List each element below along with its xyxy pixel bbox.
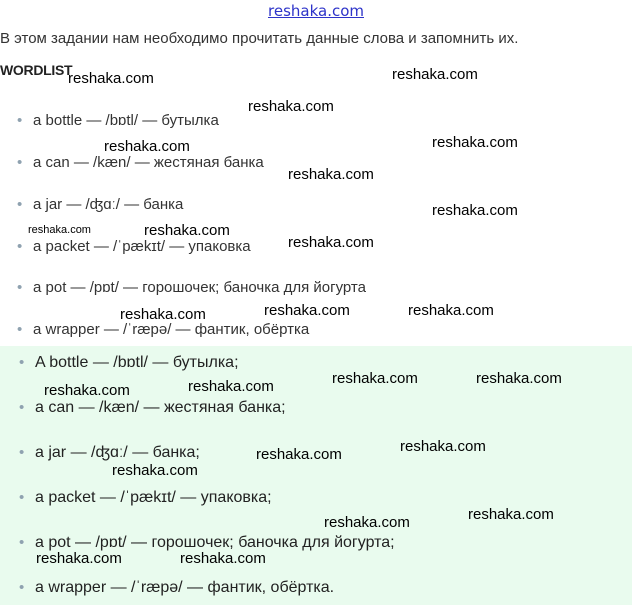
list-item-text: a jar — /ʤɑː/ — банка; xyxy=(35,444,200,461)
bullet-icon: • xyxy=(19,354,25,371)
watermark: reshaka.com xyxy=(476,370,562,387)
watermark: reshaka.com xyxy=(188,378,274,395)
list-item-text: a pot — /pɒt/ — горошочек; баночка для йогурта xyxy=(33,279,366,296)
watermark: reshaka.com xyxy=(144,222,230,239)
bullet-icon: • xyxy=(17,112,23,129)
watermark: reshaka.com xyxy=(264,302,350,319)
wordlist-heading: WORDLIST xyxy=(0,62,73,78)
list-item-text: a pot — /pɒt/ — горошочек; баночка для йогурта; xyxy=(35,534,395,551)
bullet-icon: • xyxy=(17,154,23,171)
list-item-text: a can — /kæn/ — жестяная банка; xyxy=(35,399,286,416)
bullet-icon: • xyxy=(19,534,25,551)
list-item-text: a wrapper — /ˈræpə/ — фантик, обёртка xyxy=(33,321,310,338)
watermark: reshaka.com xyxy=(288,234,374,251)
watermark: reshaka.com xyxy=(288,166,374,183)
bullet-icon: • xyxy=(19,399,25,416)
list-item-text: a packet — /ˈpækɪt/ — упаковка xyxy=(33,238,251,255)
watermark: reshaka.com xyxy=(120,306,206,323)
watermark: reshaka.com xyxy=(400,438,486,455)
bullet-icon: • xyxy=(17,196,23,213)
watermark: reshaka.com xyxy=(408,302,494,319)
watermark: reshaka.com xyxy=(432,202,518,219)
bullet-icon: • xyxy=(17,238,23,255)
watermark: reshaka.com xyxy=(468,506,554,523)
watermark: reshaka.com xyxy=(112,462,198,479)
watermark: reshaka.com xyxy=(256,446,342,463)
bullet-icon: • xyxy=(19,579,25,596)
list-item-text: A bottle — /bɒtl/ — бутылка; xyxy=(35,354,239,371)
watermark: reshaka.com xyxy=(104,138,190,155)
list-item-text: a jar — /ʤɑː/ — банка xyxy=(33,196,184,213)
bullet-icon: • xyxy=(17,279,23,296)
watermark: reshaka.com xyxy=(324,514,410,531)
intro-text: В этом задании нам необходимо прочитать данные слова и запомнить их. xyxy=(0,30,519,47)
bullet-icon: • xyxy=(17,321,23,338)
watermark: reshaka.com xyxy=(28,224,91,236)
watermark: reshaka.com xyxy=(44,382,130,399)
site-header-link[interactable]: reshaka.com xyxy=(268,2,364,20)
list-item-text: a wrapper — /ˈræpə/ — фантик, обёртка. xyxy=(35,579,335,596)
watermark: reshaka.com xyxy=(36,550,122,567)
bullet-icon: • xyxy=(19,444,25,461)
list-item-text: a can — /kæn/ — жестяная банка xyxy=(33,154,264,171)
watermark: reshaka.com xyxy=(432,134,518,151)
watermark: reshaka.com xyxy=(392,66,478,83)
watermark: reshaka.com xyxy=(180,550,266,567)
watermark: reshaka.com xyxy=(332,370,418,387)
list-item-text: a bottle — /bɒtl/ — бутылка xyxy=(33,112,219,129)
watermark: reshaka.com xyxy=(68,70,154,87)
list-item-text: a packet — /ˈpækɪt/ — упаковка; xyxy=(35,489,272,506)
bullet-icon: • xyxy=(19,489,25,506)
watermark: reshaka.com xyxy=(248,98,334,115)
